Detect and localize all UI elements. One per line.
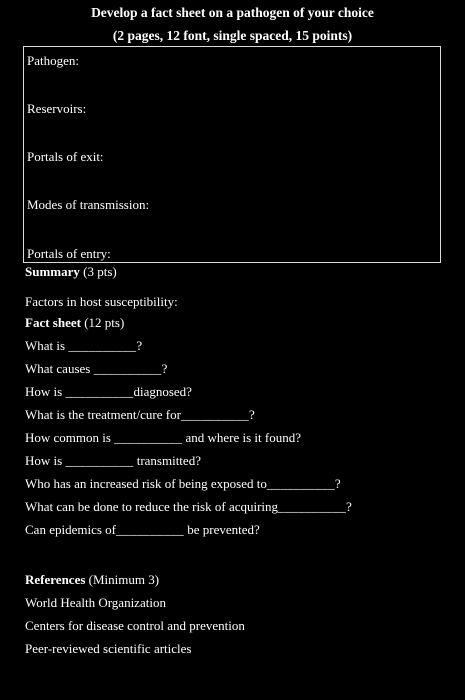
question-what-causes bbox=[25, 361, 167, 377]
references-title: References bbox=[25, 572, 86, 587]
summary-heading bbox=[25, 264, 117, 280]
question-text: What can be done to reduce the risk of acquiring bbox=[25, 499, 279, 514]
question-text: Can epidemics of bbox=[25, 522, 116, 537]
question-text: What is the treatment/cure for bbox=[25, 407, 181, 422]
answer-blank: __________ bbox=[65, 453, 134, 468]
question-end: diagnosed? bbox=[133, 384, 192, 399]
reference-item: World Health Organization bbox=[25, 595, 166, 610]
question-end: ? bbox=[161, 361, 168, 376]
reference-item: Peer-reviewed scientific articles bbox=[25, 641, 192, 656]
question-diagnosed bbox=[25, 384, 192, 400]
answer-blank: __________ bbox=[114, 430, 183, 445]
fact-sheet-title: Fact sheet bbox=[25, 315, 81, 330]
question-text: What causes bbox=[25, 361, 91, 376]
question-end: transmitted? bbox=[133, 453, 201, 468]
reference-item: Centers for disease control and prevention bbox=[25, 618, 245, 633]
page-title: Develop a fact sheet on a pathogen of your choice bbox=[91, 5, 374, 20]
modes-of-transmission-label: Modes of transmission: bbox=[27, 197, 150, 212]
fact-sheet-heading bbox=[25, 315, 124, 331]
question-what-is bbox=[25, 338, 142, 354]
references-note: (Minimum 3) bbox=[85, 572, 160, 587]
question-text: How is bbox=[25, 384, 63, 399]
question-text: How is bbox=[25, 453, 63, 468]
question-end: ? bbox=[136, 338, 143, 353]
summary-title: Summary bbox=[25, 264, 80, 279]
answer-blank: __________ bbox=[65, 384, 134, 399]
chain-of-infection-box bbox=[23, 46, 441, 263]
pathogen-label: Pathogen: bbox=[27, 53, 79, 68]
question-epidemics bbox=[25, 522, 260, 538]
references-heading bbox=[25, 572, 159, 588]
question-how-common bbox=[25, 430, 301, 446]
page-subtitle: (2 pages, 12 font, single spaced, 15 points) bbox=[112, 28, 353, 43]
question-end: ? bbox=[334, 476, 341, 491]
question-text: What is bbox=[25, 338, 66, 353]
answer-blank: __________ bbox=[266, 476, 335, 491]
question-transmitted bbox=[25, 453, 201, 469]
question-end: be prevented? bbox=[183, 522, 260, 537]
question-end: ? bbox=[346, 499, 352, 514]
question-text: Who has an increased risk of being exposed to bbox=[25, 476, 267, 491]
host-susceptibility-line: Factors in host susceptibility: bbox=[25, 294, 178, 309]
question-risk-exposed bbox=[25, 476, 341, 492]
question-treatment bbox=[25, 407, 255, 423]
portals-of-entry-label: Portals of entry: bbox=[27, 246, 111, 261]
answer-blank: __________ bbox=[278, 499, 347, 514]
question-text: How common is bbox=[25, 430, 111, 445]
summary-points: (3 pts) bbox=[79, 264, 117, 279]
portals-of-exit-label: Portals of exit: bbox=[27, 149, 104, 164]
answer-blank: __________ bbox=[68, 338, 137, 353]
fact-sheet-points: (12 pts) bbox=[80, 315, 125, 330]
answer-blank: __________ bbox=[180, 407, 249, 422]
question-reduce-risk bbox=[25, 499, 352, 515]
answer-blank: __________ bbox=[115, 522, 184, 537]
answer-blank: __________ bbox=[93, 361, 162, 376]
question-end: and where is it found? bbox=[182, 430, 301, 445]
question-end: ? bbox=[248, 407, 255, 422]
reservoirs-label: Reservoirs: bbox=[27, 101, 87, 116]
